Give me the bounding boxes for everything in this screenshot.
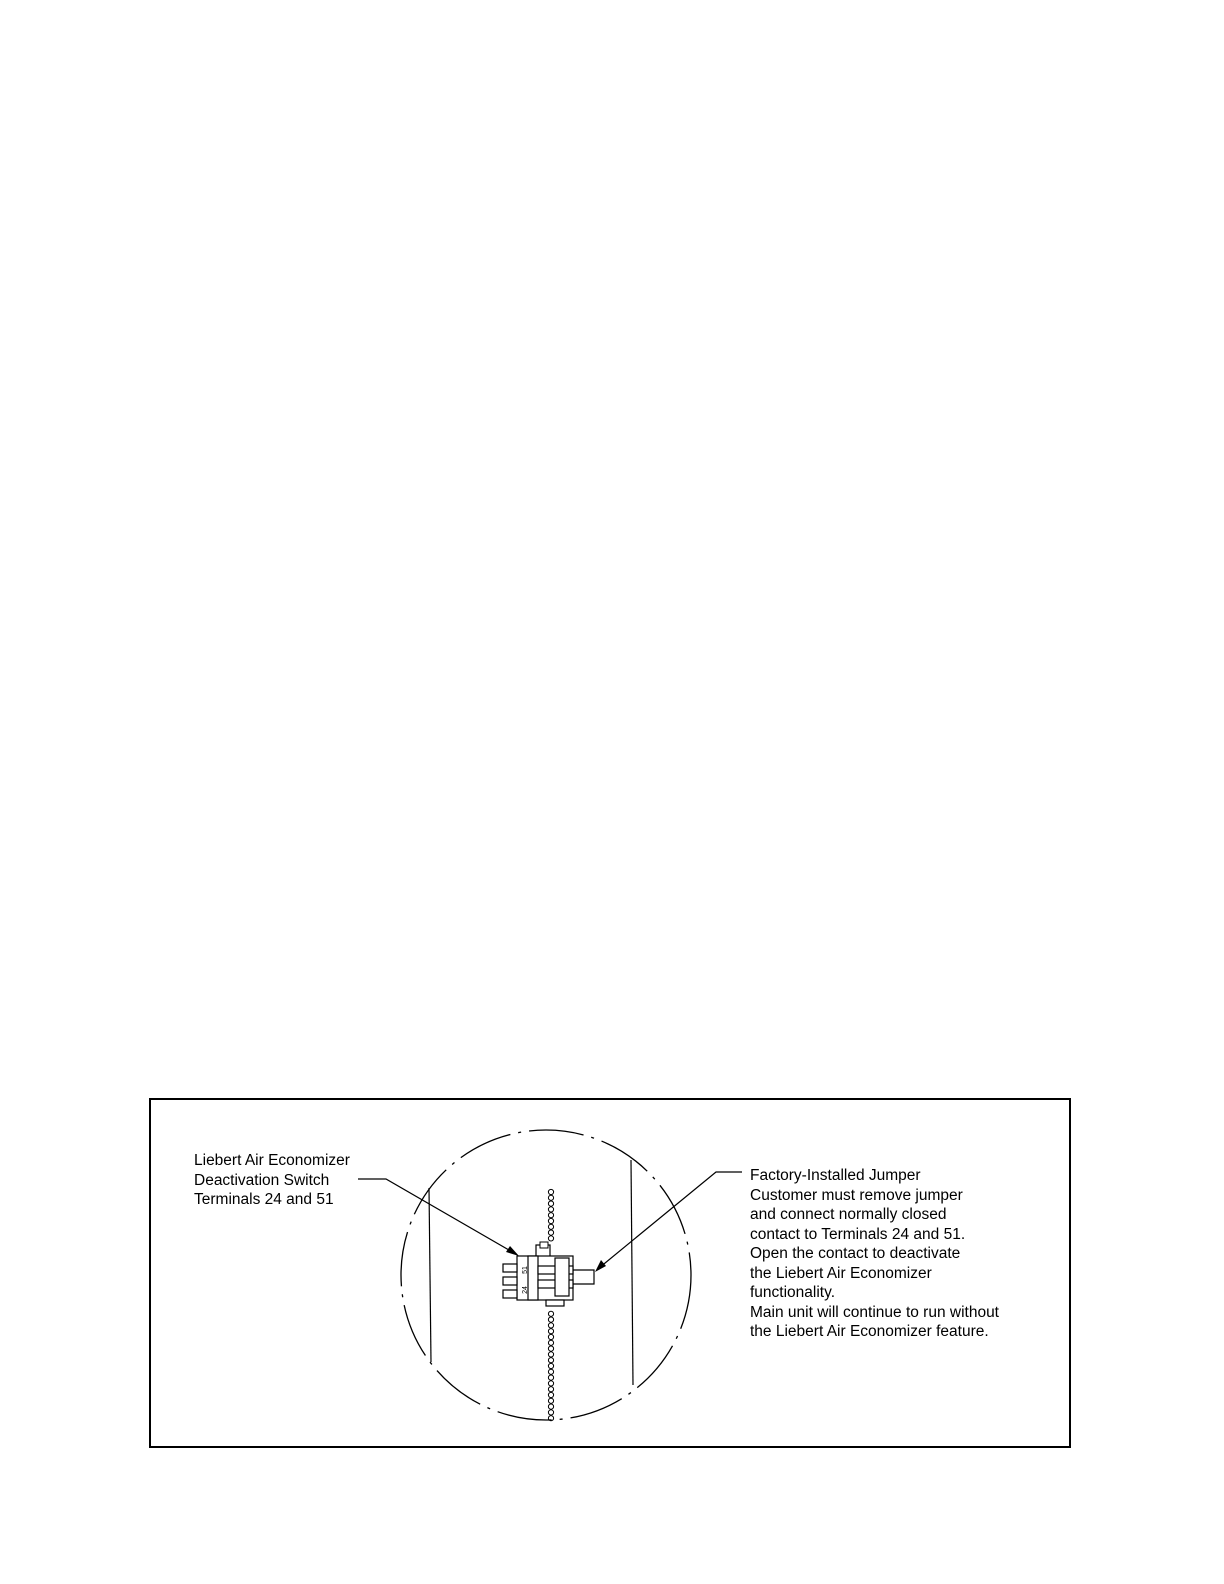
chain-link xyxy=(548,1207,553,1212)
chain-link xyxy=(548,1381,553,1386)
chain-link xyxy=(548,1358,553,1363)
callout-line: Factory-Installed Jumper xyxy=(750,1167,921,1184)
chain-link xyxy=(548,1224,553,1229)
chain-link xyxy=(548,1329,553,1334)
chain-link xyxy=(548,1236,553,1241)
chain-link xyxy=(548,1317,553,1322)
chain-link xyxy=(548,1369,553,1374)
chain-link xyxy=(548,1189,553,1194)
chain-link xyxy=(548,1392,553,1397)
chain-link xyxy=(548,1404,553,1409)
chain-link xyxy=(548,1334,553,1339)
chain-link xyxy=(548,1230,553,1235)
callout-line: contact to Terminals 24 and 51. xyxy=(750,1225,966,1243)
chain-link xyxy=(548,1311,553,1316)
callout-line: Open the contact to deactivate xyxy=(750,1245,961,1262)
callout-line: Liebert Air Economizer xyxy=(194,1152,350,1169)
terminal-label-51: 51 xyxy=(522,1266,529,1274)
chain-link xyxy=(548,1213,553,1218)
factory-jumper xyxy=(573,1270,594,1284)
panel-edge-right xyxy=(631,1160,633,1385)
chain-link xyxy=(548,1410,553,1415)
chain-link xyxy=(548,1340,553,1345)
terminal-label-24: 24 xyxy=(522,1286,529,1294)
chain-link xyxy=(548,1387,553,1392)
chain-link xyxy=(548,1375,553,1380)
right-leader-line xyxy=(595,1172,742,1272)
chain-link xyxy=(548,1195,553,1200)
callout-line: functionality. xyxy=(750,1284,836,1301)
callout-line: Main unit will continue to run without xyxy=(750,1303,999,1321)
chain-link xyxy=(548,1398,553,1403)
chain-link xyxy=(548,1218,553,1223)
chain-link xyxy=(548,1323,553,1328)
chain-link xyxy=(548,1201,553,1206)
callout-line: Terminals 24 and 51 xyxy=(194,1191,334,1208)
callout-line: Customer must remove jumper xyxy=(750,1186,963,1204)
deactivation-switch-callout xyxy=(194,1151,350,1210)
callout-line: and connect normally closed xyxy=(750,1206,947,1223)
jumper-callout xyxy=(750,1166,999,1342)
chain-link xyxy=(548,1346,553,1351)
chain-link xyxy=(548,1363,553,1368)
panel-edge-left xyxy=(429,1188,431,1362)
callout-line: the Liebert Air Economizer xyxy=(750,1264,932,1282)
chain-link xyxy=(548,1352,553,1357)
left-leader-line xyxy=(358,1179,519,1256)
callout-line: the Liebert Air Economizer feature. xyxy=(750,1323,989,1340)
callout-line: Deactivation Switch xyxy=(194,1171,330,1189)
